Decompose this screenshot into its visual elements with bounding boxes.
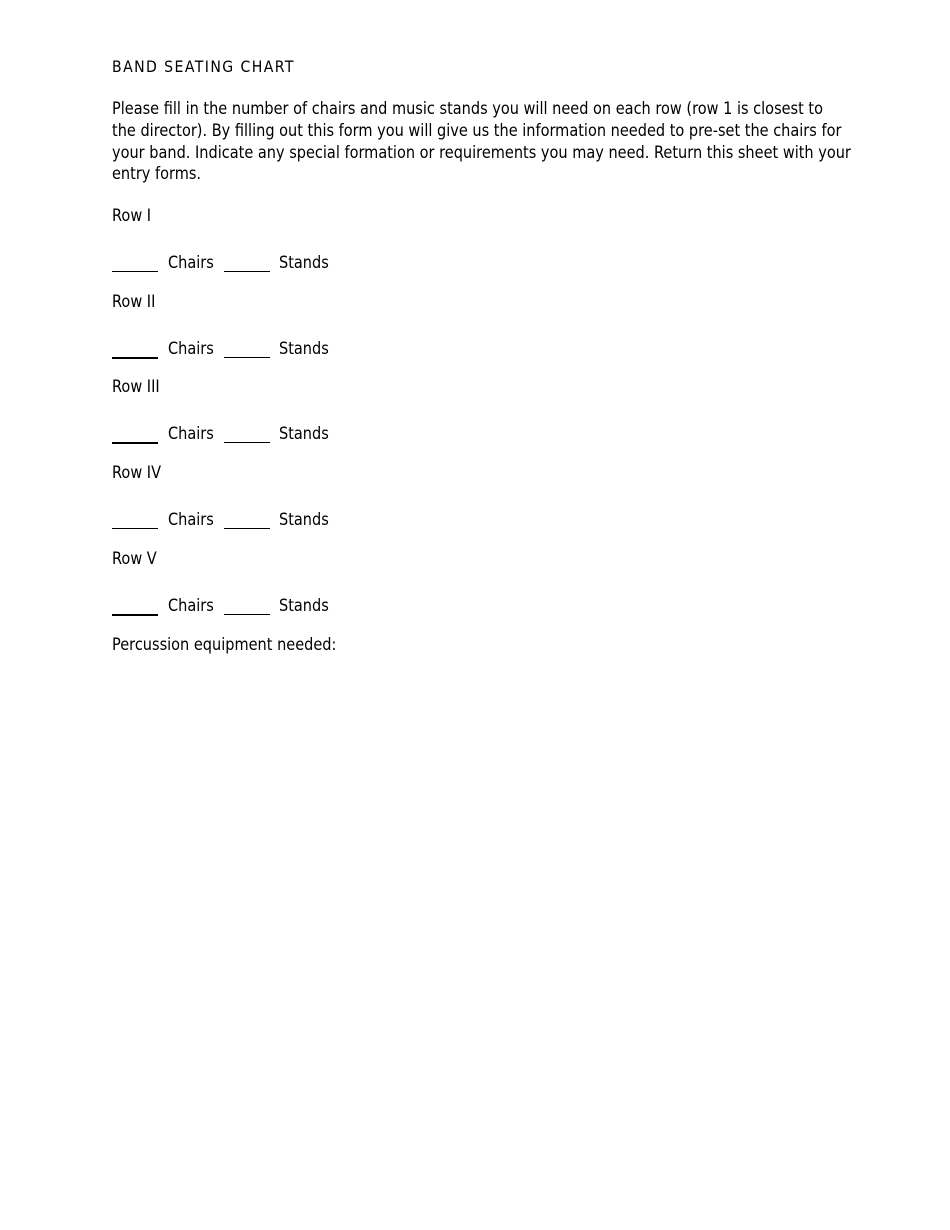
chairs-blank[interactable] [112,271,158,272]
chairs-blank[interactable] [112,528,158,529]
chairs-blank[interactable] [112,357,158,359]
chairs-blank[interactable] [112,442,158,444]
percussion-equipment-label: Percussion equipment needed: [112,635,337,654]
chairs-label: Chairs [168,510,214,529]
stands-label: Stands [279,510,329,529]
row-label: Row I [112,206,152,225]
instructions-paragraph: Please fill in the number of chairs and music stands you will need on each row (row 1 is closest to the director). By filling out this form you will give us the information needed to pre-set the chairs for your band. Indicate any special formation or requirements you may need. Return this sheet with your entry forms. [112,99,851,184]
row-label: Row II [112,292,156,311]
stands-blank[interactable] [224,442,270,443]
row-label: Row IV [112,463,162,482]
chairs-label: Chairs [168,253,214,272]
stands-blank[interactable] [224,357,270,358]
chairs-label: Chairs [168,339,214,358]
stands-blank[interactable] [224,528,270,529]
chairs-label: Chairs [168,596,214,615]
stands-label: Stands [279,424,329,443]
stands-label: Stands [279,339,329,358]
stands-label: Stands [279,596,329,615]
row-label: Row III [112,377,160,396]
row-label: Row V [112,549,157,568]
stands-blank[interactable] [224,614,270,615]
stands-label: Stands [279,253,329,272]
chairs-label: Chairs [168,424,214,443]
chairs-blank[interactable] [112,614,158,616]
stands-blank[interactable] [224,271,270,272]
page-title: BAND SEATING CHART [112,57,295,76]
